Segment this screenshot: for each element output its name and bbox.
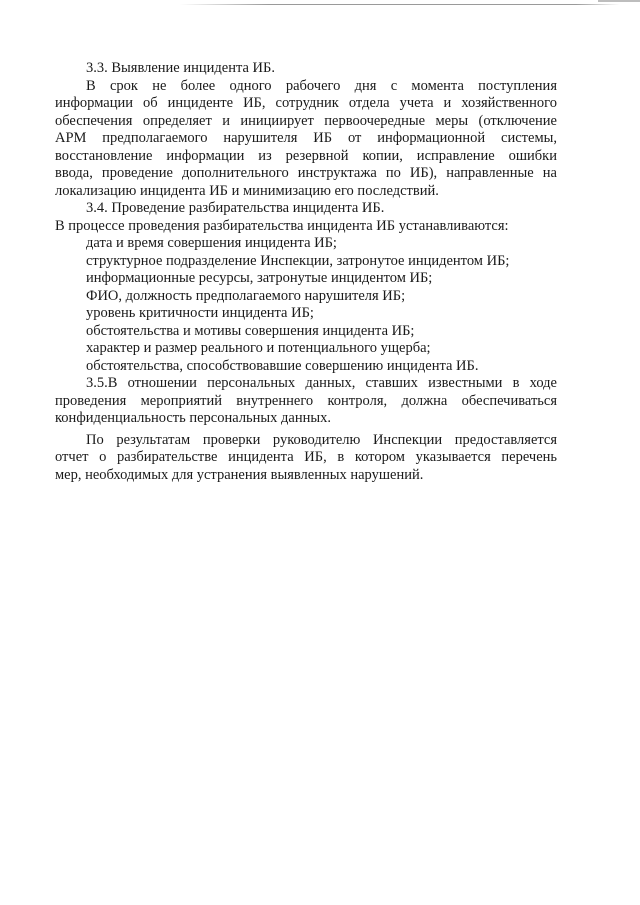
paragraph-line: информации об инциденте ИБ, сотрудник отдела учета и хозяйственного (55, 95, 557, 111)
paragraph-line: восстановление информации из резервной копии, исправление ошибки (55, 147, 557, 164)
paragraph-line: локализацию инцидента ИБ и минимизацию его последствий. (55, 182, 439, 199)
section-3-5 (55, 375, 557, 428)
list-item: дата и время совершения инцидента ИБ; (86, 235, 337, 251)
paragraph-line: обеспечения определяет и инициирует первоочередные меры (отключение (55, 112, 557, 129)
list-item: обстоятельства, способствовавшие совершению инцидента ИБ. (86, 357, 479, 374)
paragraph-line: мер, необходимых для устранения выявленных нарушений. (55, 466, 424, 483)
paragraph-line: ввода, проведение дополнительного инструктажа по ИБ), направленные на (55, 165, 557, 181)
paragraph-line: В срок не более одного рабочего дня с момента поступления (86, 77, 557, 94)
scan-edge-line (180, 4, 620, 5)
paragraph-line: проведения мероприятий внутреннего контроля, должна обеспечиваться (55, 392, 557, 409)
section-3-3 (55, 60, 557, 200)
list-item: обстоятельства и мотивы совершения инцидента ИБ; (86, 322, 415, 339)
list-item: характер и размер реального и потенциального ущерба; (86, 340, 431, 356)
section-heading: 3.4. Проведение разбирательства инцидента ИБ. (86, 200, 385, 216)
paragraph-line: отчет о разбирательстве инцидента ИБ, в котором указывается перечень (55, 449, 557, 465)
document-page (55, 60, 557, 484)
list-item: информационные ресурсы, затронутые инцидентом ИБ; (86, 270, 433, 286)
conclusion-paragraph (55, 432, 557, 485)
scan-corner-mark (598, 0, 640, 2)
list-item: ФИО, должность предполагаемого нарушителя ИБ; (86, 287, 406, 304)
paragraph-line: 3.5.В отношении персональных данных, ставших известными в ходе (86, 375, 557, 391)
list-item: структурное подразделение Инспекции, затронутое инцидентом ИБ; (86, 252, 510, 269)
section-3-4 (55, 200, 557, 375)
paragraph-line: АРМ предполагаемого нарушителя ИБ от информационной системы, (55, 130, 557, 146)
section-heading: 3.3. Выявление инцидента ИБ. (86, 60, 275, 76)
list-item: уровень критичности инцидента ИБ; (86, 305, 314, 321)
paragraph-line: По результатам проверки руководителю Инспекции предоставляется (86, 431, 557, 448)
list-intro: В процессе проведения разбирательства инцидента ИБ устанавливаются: (55, 217, 509, 234)
paragraph-line: конфиденциальность персональных данных. (55, 410, 331, 426)
